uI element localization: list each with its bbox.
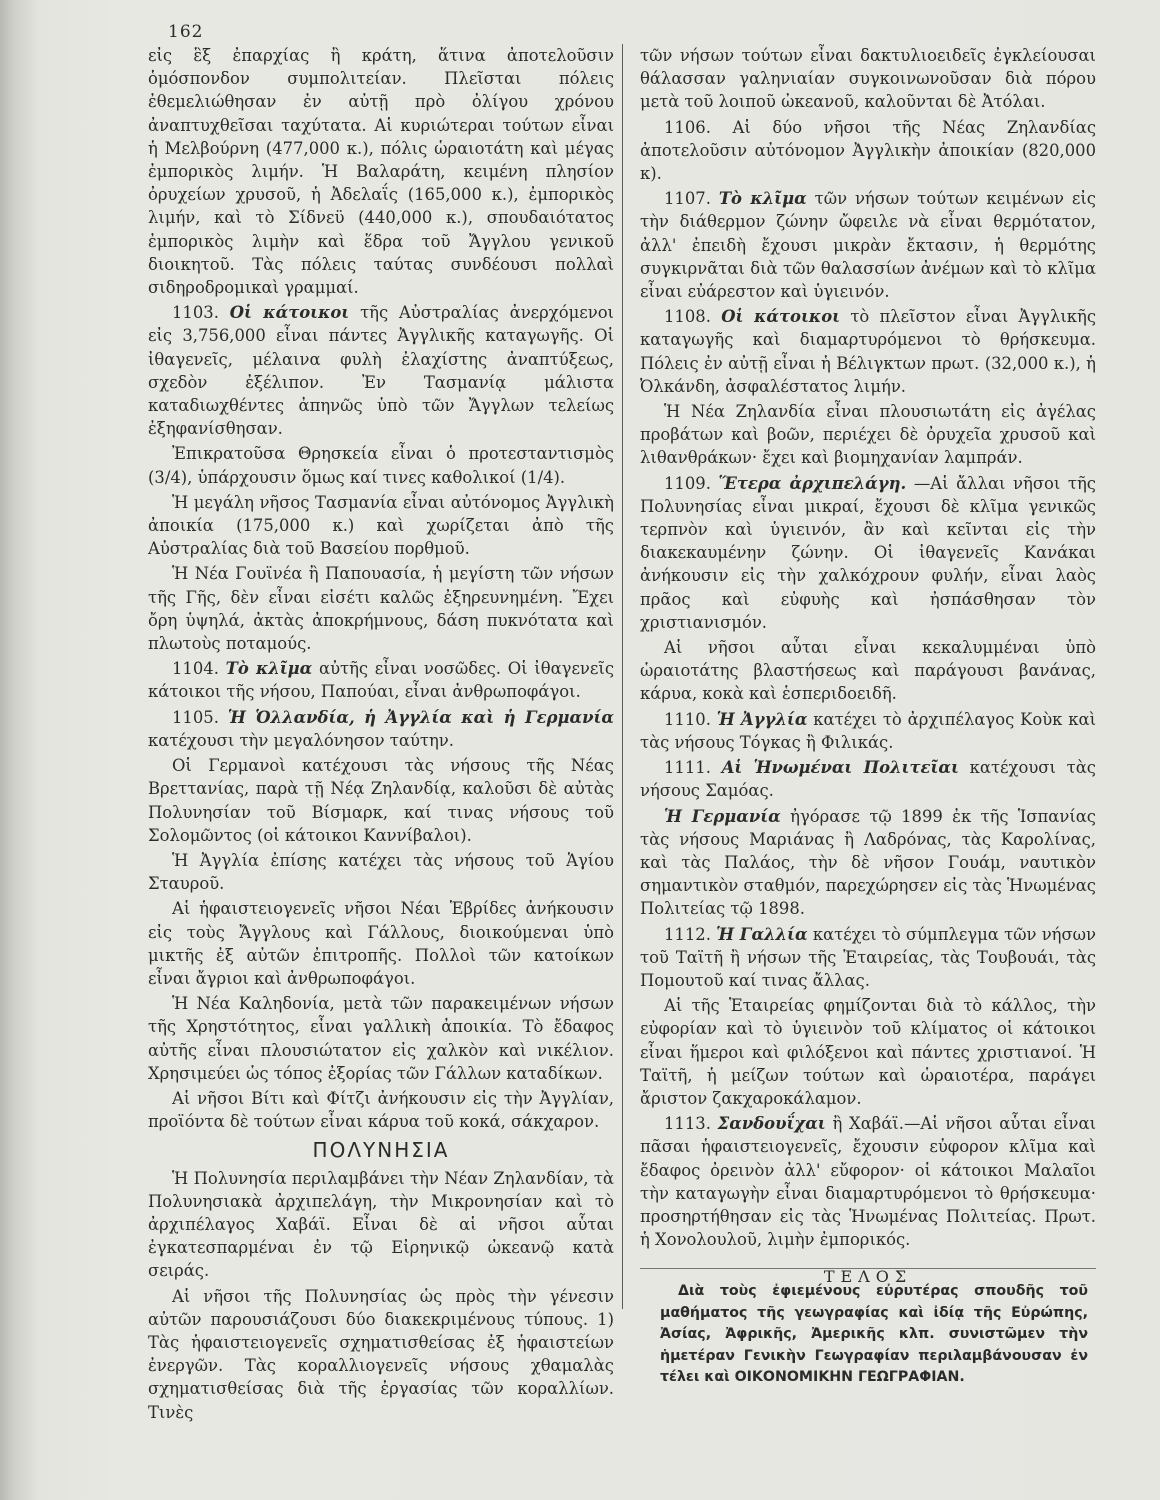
paragraph-keyword: Αἱ Ἡνωμέναι Πολιτεῖαι [721,758,959,778]
paragraph-text: αὐτῆς εἶναι νοσῶδες. Οἱ ἰθαγενεῖς κάτοικοι τῆς νήσου, Παπούαι, εἶναι ἀνθρωποφάγοι. [148,659,614,702]
paragraph [640,472,1096,634]
paragraph [148,992,614,1085]
paragraph-number: 1110. [664,709,711,729]
paragraph-number: 1108. [664,307,711,327]
paragraph-text: Αἱ νῆσοι τῆς Πολυνησίας ὡς πρὸς τὴν γένεσιν αὐτῶν παρουσιάζουσι δύο διακεκριμένους τύπους. 1) Τὰς ἡφαιστειογενεῖς σχηματισθείσας ἐξ ἡφαιστείων ἐνεργῶν. Τὰς κοραλλιογενεῖς νήσους χθαμαλὰς σχηματισθείσας διὰ τῆς ἐργασίας τῶν κοραλλίων. Τινὲς [148,1286,614,1422]
paragraph [148,657,614,703]
paragraph-text: τῆς Αὐστραλίας ἀνερχόμενοι εἰς 3,756,000 εἶναι πάντες Ἀγγλικῆς καταγωγῆς. Οἱ ἰθαγενεῖς, μέλαινα φυλὴ ἐλαχίστης ἀναπτύξεως, σχεδὸν ἐξέλιπον. Ἐν Τασμανίᾳ μάλιστα καταδιωχθέντες ἀπηνῶς ὑπὸ τῶν Ἄγγλων τελείως ἐξηφανίσθησαν. [148,303,614,439]
paragraph-number: 1105. [172,707,219,727]
paragraph-text: κατέχουσι τὰς νήσους Σαμόας. [640,758,1096,801]
paragraph-number: 1107. [664,189,711,209]
paragraph-text: Αἱ νῆσοι Βίτι καὶ Φίτζι ἀνήκουσιν εἰς τὴν Ἀγγλίαν, προϊόντα δὲ τούτων εἶναι κάρυα τοῦ κοκά, σάκχαρον. [148,1088,614,1132]
paragraph-text: ἢ Χαβάϊ.—Αἱ νῆσοι αὗται εἶναι πᾶσαι ἡφαιστειογενεῖς, ἔχουσιν εὐφορον κλῖμα καὶ ἔδαφος ὀρεινὸν ἀλλ' εὔφορον· οἱ κάτοικοι Μαλαῖοι τὴν καταγωγὴν εἶναι διαμαρτυρόμενοι τὸ θρήσκευμα· προσηρτήθησαν εἰς τὰς Ἡνωμένας Πολιτείας. Πρωτ. ἡ Χονολουλοῦ, λιμὴν ἐμπορικός. [640,1114,1096,1250]
paragraph [640,708,1096,754]
paragraph [148,897,614,990]
left-column [148,44,614,1426]
paragraph-number: 1104. [172,659,219,679]
paragraph-text: Ἡ Νέα Καληδονία, μετὰ τῶν παρακειμένων νήσων τῆς Χρηστότητος, εἶναι γαλλικὴ ἀποικία. Τὸ ἔδαφος αὐτῆς εἶναι πλουσιώτατον εἰς χαλκὸν καὶ νικέλιον. Χρησιμεύει ὡς τόπος ἐξορίας τῶν Γάλλων καταδίκων. [148,994,614,1083]
paragraph-keyword: Οἱ κάτοικοι [229,303,350,323]
paragraph [640,116,1096,186]
paragraph [640,44,1096,114]
paragraph [640,923,1096,993]
paragraph-text: ἠγόρασε τῷ 1899 ἐκ τῆς Ἱσπανίας τὰς νήσους Μαριάνας ἢ Λαδρόνας, τὰς Καρολίνας, καὶ τὰς Παλάος, τὴν δὲ νῆσον Γουάμ, ναυτικὸν σημαντικὸν σταθμόν, παρεχώρησεν εἰς τὰς Ἡνωμένας Πολιτείας τῷ 1898. [640,806,1096,919]
column-divider [622,44,623,1309]
paragraph [148,562,614,655]
paragraph-number: 1111. [664,758,711,778]
paragraph-text: κατέχει τὸ ἀρχιπέλαγος Κοὺκ καὶ τὰς νήσους Τόγκας ἢ Φιλικάς. [640,709,1096,752]
paragraph [148,442,614,488]
paragraph [148,491,614,561]
paragraph-text: Αἱ τῆς Ἑταιρείας φημίζονται διὰ τὸ κάλλος, τὴν εὐφορίαν καὶ τὸ ὑγιεινὸν τοῦ κλίματος οἱ κάτοικοι εἶναι ἥμεροι καὶ φιλόξενοι καὶ πάντες χριστιανοί. Ἡ Ταϊτῆ, ἡ μείζων τούτων καὶ ὡραιοτέρα, παράγει ἄριστον ζακχαροκάλαμον. [640,996,1096,1108]
paragraph-text: κατέχουσι τὴν μεγαλόνησον ταύτην. [148,730,454,750]
paragraph [640,994,1096,1110]
paragraph-keyword: Τὸ κλῖμα [718,189,807,209]
paragraph-text: Ἡ Πολυνησία περιλαμβάνει τὴν Νέαν Ζηλανδίαν, τὰ Πολυνησιακὰ ἀρχιπελάγη, τὴν Μικρονησίαν καὶ τὸ ἀρχιπέλαγος Χαβάϊ. Εἶναι δὲ αἱ νῆσοι αὗται ἐγκατεσπαρμέναι ἐν τῷ Εἰρηνικῷ ὠκεανῷ κατὰ σειράς. [148,1168,614,1281]
paragraph-text: Αἱ νῆσοι αὗται εἶναι κεκαλυμμέναι ὑπὸ ὡραιοτάτης βλαστήσεως καὶ παράγουσι βανάνας, κάρυα, κοκὰ καὶ ἑσπεριδοειδῆ. [640,638,1096,704]
paragraph-number: 1103. [172,303,219,323]
paragraph-text: —Αἱ ἄλλαι νῆσοι τῆς Πολυνησίας εἶναι μικραί, ἔχουσι δὲ κλῖμα γενικῶς τερπνὸν καὶ ὑγιεινόν, ἂν καὶ κεῖνται εἰς τὴν διακεκαυμένην ζώνην. Οἱ ἰθαγενεῖς Κανάκαι ἀνήκουσιν εἰς τὴν χαλκόχρουν φυλήν, εἶναι λαὸς πρᾶος καὶ εὐφυὴς καὶ ἠσπάσθησαν τὸν χριστιανισμόν. [640,473,1096,632]
paragraph [640,756,1096,802]
paragraph-text: κατέχει τὸ σύμπλεγμα τῶν νήσων τοῦ Ταϊτῆ ἢ νήσων τῆς Ἑταιρείας, τὰς Τουβουάι, τὰς Πομουτοῦ καί τινας ἄλλας. [640,924,1097,990]
paragraph-text: Αἱ δύο νῆσοι τῆς Νέας Ζηλανδίας ἀποτελοῦσιν αὐτόνομον Ἀγγλικὴν ἀποικίαν (820,000 κ). [640,117,1096,184]
paragraph [148,754,614,847]
paragraph-keyword: Ἡ Ὁλλανδία, ἡ Ἀγγλία καὶ ἡ Γερμανία [227,707,615,727]
paragraph-keyword: Ἕτερα ἀρχιπελάγη. [718,473,907,493]
paragraph [148,849,614,895]
paragraph [640,400,1096,470]
paragraph-text: Ἡ μεγάλη νῆσος Τασμανία εἶναι αὐτόνομος Ἀγγλικὴ ἀποικία (175,000 κ.) καὶ χωρίζεται ἀπὸ τῆς Αὐστραλίας διὰ τοῦ Βασείου πορθμοῦ. [148,492,614,559]
paragraph-number: 1112. [664,924,711,944]
paragraph [148,1087,614,1133]
paragraph-text: Αἱ ἡφαιστειογενεῖς νῆσοι Νέαι Ἑβρίδες ἀνήκουσιν εἰς τοὺς Ἄγγλους καὶ Γάλλους, διοικούμεναι ὑπὸ μικτῆς ἐξ αὐτῶν ἐπιτροπῆς. Πολλοὶ τῶν κατοίκων εἶναι ἄγριοι καὶ ἀνθρωποφάγοι. [148,899,614,988]
right-column [640,44,1096,1299]
paragraph [640,305,1096,398]
paragraph-text: Ἡ Νέα Ζηλανδία εἶναι πλουσιωτάτη εἰς ἀγέλας προβάτων καὶ βοῶν, περιέχει δὲ ὀρυχεῖα χρυσοῦ καὶ λιθανθράκων· ἔχει καὶ βιομηχανίαν λαμπράν. [640,402,1096,468]
paragraph-text: Ἡ Ἀγγλία ἐπίσης κατέχει τὰς νήσους τοῦ Ἁγίου Σταυροῦ. [148,850,614,894]
paragraph [148,44,614,299]
paragraph-text: εἰς ἓξ ἐπαρχίας ἢ κράτη, ἅτινα ἀποτελοῦσιν ὁμόσπονδον συμπολιτείαν. Πλεῖσται πόλεις ἐθεμελιώθησαν ἐν αὐτῇ πρὸ ὀλίγου χρόνου ἀναπτυχθεῖσαι ταχύτατα. Αἱ κυριώτεραι τούτων εἶναι ἡ Μελβούρνη (477,000 κ.), πόλις ὡραιοτάτη καὶ μέγας ἐμπορικὸς λιμήν. Ἡ Βαλαράτη, κειμένη πλησίον ὀρυχείων χρυσοῦ, ἡ Ἀδελαΐς (165,000 κ.), ἐμπορικὸς λιμήν, καὶ τὸ Σίδνεϋ (440,000 κ.), σπουδαιότατος ἐμπορικὸς λιμὴν καὶ ἕδρα τοῦ Ἄγγλου γενικοῦ διοικητοῦ. Τὰς πόλεις ταύτας συνδέουσι πολλαὶ σιδηροδρομικαὶ γραμμαί. [148,46,614,298]
paragraph-text: Ἐπικρατοῦσα Θρησκεία εἶναι ὁ προτεσταντισμὸς (3/4), ὑπάρχουσιν ὅμως καί τινες καθολικοί (1/4). [148,444,614,487]
paragraph-text: τῶν νήσων τούτων εἶναι δακτυλιοειδεῖς ἐγκλείουσαι θάλασσαν γαληνιαίαν συγκοινωνοῦσαν διὰ πόρου μετὰ τοῦ λοιποῦ ὠκεανοῦ, καλοῦνται δὲ Ἀτόλαι. [640,46,1096,112]
end-marker-text: ΤΕΛΟΣ [823,1267,913,1287]
paragraph-keyword: Ἡ Γερμανία [664,806,781,826]
paragraph-number: 1106. [664,117,711,137]
paragraph-keyword: Οἱ κάτοικοι [721,307,841,327]
paragraph [148,301,614,440]
paragraph-text: τὸ πλεῖστον εἶναι Ἀγγλικῆς καταγωγῆς καὶ διαμαρτυρόμενοι τὸ θρήσκευμα. Πόλεις ἐν αὐτῇ εἶναι ἡ Βέλιγκτων πρωτ. (32,000 κ.), ἡ Ὀλκάνδη, ἀσφαλέστατος λιμήν. [640,307,1097,396]
paragraph [148,1285,614,1424]
paragraph-text: τῶν νήσων τούτων κειμένων εἰς τὴν διάθερμον ζώνην ὤφειλε νὰ εἶναι θερμότατον, ἀλλ' ἐπειδὴ ἔχουσι μικρὰν ἔκτασιν, ἡ θερμότης συγκιρνᾶται διὰ τῶν θαλασσίων ἀνέμων καὶ τὸ κλῖμα εἶναι εὐάρεστον καὶ ὑγιεινόν. [640,189,1096,302]
section-heading-text: ΠΟΛΥΝΗΣΙΑ [312,1138,450,1163]
paragraph-text: Ἡ Νέα Γουϊνέα ἢ Παπουασία, ἡ μεγίστη τῶν νήσων τῆς Γῆς, δὲν εἶναι εἰσέτι καλῶς ἐξηρευνημένη. Ἔχει ὄρη ὑψηλά, ἀκτὰς ἀποκρήμνους, δάση πυκνότατα καὶ πλωτοὺς ποταμούς. [148,564,614,654]
paragraph [640,1112,1096,1251]
advertisement-text: Διὰ τοὺς ἐφιεμένους εὐρυτέρας σπουδῆς τοῦ μαθήματος τῆς γεωγραφίας καὶ ἰδίᾳ τῆς Εὐρώπης, Ἀσίας, Ἀφρικῆς, Ἀμερικῆς κλπ. συνιστῶμεν τὴν ἡμετέραν Γενικὴν Γεωγραφίαν περιλαμβάνουσαν ἐν τέλει καὶ ΟΙΚΟΝΟΜΙΚΗΝ ΓΕΩΓΡΑΦΙΑΝ. [660,1283,1088,1385]
advertisement-box [640,1268,1096,1389]
paragraph-number: 1109. [664,473,711,493]
paragraph [640,636,1096,706]
paragraph-keyword: Σανδουΐχαι [717,1114,826,1134]
page-number: 162 [168,22,204,42]
paragraph-keyword: Ἡ Ἀγγλία [716,709,808,729]
section-heading [148,1139,614,1162]
paragraph-keyword: Τὸ κλῖμα [225,659,313,679]
paragraph [640,805,1096,921]
paragraph [148,1167,614,1283]
paragraph [148,706,614,752]
paragraph-text: Οἱ Γερμανοὶ κατέχουσι τὰς νήσους τῆς Νέας Βρεττανίας, παρὰ τῇ Νέᾳ Ζηλανδίᾳ, καλοῦσι δὲ αὐτὰς Πολυνησίαν τοῦ Βίσμαρκ, καί τινας νήσους τοῦ Σολομῶντος (οἱ κάτοικοι Καννίβαλοι). [148,756,614,845]
paragraph-keyword: Ἡ Γαλλία [716,924,808,944]
paragraph-number: 1113. [664,1114,711,1134]
paragraph [640,187,1096,303]
